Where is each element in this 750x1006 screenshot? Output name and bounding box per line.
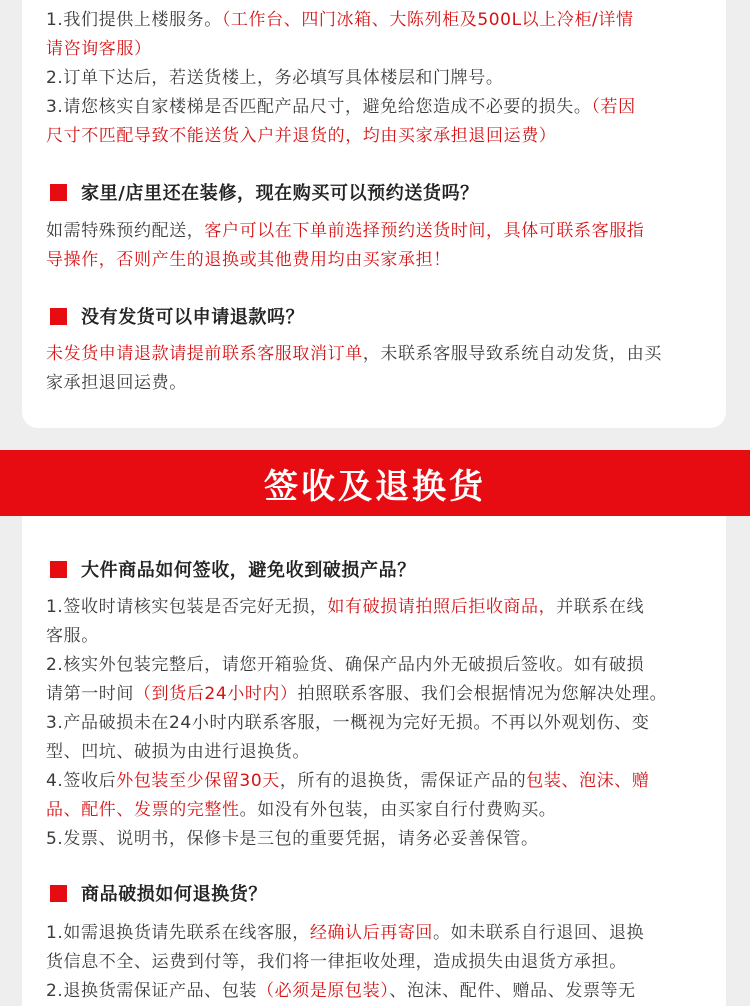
body-text: 2.核实外包装完整后，请您开箱验货、确保产品内外无破损后签收。如有破损	[46, 655, 645, 675]
faq-question-refund	[46, 301, 702, 331]
paragraph-line	[46, 35, 702, 64]
highlighted-text: 请咨询客服）	[46, 39, 152, 59]
receipt-return-card	[22, 516, 726, 1006]
body-text: 客服。	[46, 626, 99, 646]
highlighted-text: （若因	[591, 97, 636, 117]
faq-section-reservation	[46, 177, 702, 275]
paragraph-line	[46, 919, 702, 948]
paragraph-line	[46, 122, 702, 151]
body-text: 1.如需退换货请先联系在线客服，	[46, 923, 310, 943]
body-text: 1.签收时请核实包装是否完好无损，	[46, 597, 328, 617]
paragraph-line	[46, 6, 702, 35]
faq-answer-reservation	[46, 217, 702, 275]
faq-answer-signing	[46, 593, 702, 854]
body-text: 4.签收后	[46, 771, 117, 791]
red-square-marker-icon	[50, 885, 67, 902]
highlighted-text: （必须是原包装）	[257, 981, 390, 1001]
body-text: ，未联系客服导致系统自动发货，由买	[362, 344, 663, 364]
paragraph-line	[46, 738, 702, 767]
paragraph-line	[46, 825, 702, 854]
paragraph-line	[46, 64, 702, 93]
paragraph-line	[46, 340, 702, 369]
red-square-marker-icon	[50, 561, 67, 578]
highlighted-text: 客户可以在下单前选择预约送货时间，具体可联系客服指	[204, 221, 645, 241]
body-text: 并联系在线	[556, 597, 645, 617]
paragraph-line	[46, 948, 702, 977]
body-text: 型、凹坑、破损为由进行退换货。	[46, 742, 310, 762]
paragraph-line	[46, 651, 702, 680]
faq-question-title: 大件商品如何签收，避免收到破损产品？	[81, 560, 416, 581]
body-text: 货信息不全、运费到付等，我们将一律拒收处理，造成损失由退货方承担。	[46, 952, 627, 972]
paragraph-line	[46, 593, 702, 622]
body-text: ，所有的退换货，需保证产品的	[279, 771, 527, 791]
faq-answer-refund	[46, 340, 702, 398]
paragraph-line	[46, 977, 702, 1006]
paragraph-line	[46, 93, 702, 122]
delivery-info-card	[22, 0, 726, 428]
paragraph-line	[46, 767, 702, 796]
delivery-intro	[46, 6, 702, 151]
paragraph-line	[46, 369, 702, 398]
paragraph-line	[46, 796, 702, 825]
body-text: 请第一时间	[46, 684, 134, 704]
highlighted-text: 未发货申请退款请提前联系客服取消订单	[46, 344, 363, 364]
faq-answer-damage-return	[46, 919, 702, 1006]
faq-question-damage-return	[46, 878, 702, 908]
paragraph-line	[46, 680, 702, 709]
body-text: 3.产品破损未在24小时内联系客服，一概视为完好无损。不再以外观划伤、变	[46, 713, 650, 733]
body-text: 家承担退回运费。	[46, 373, 187, 393]
red-square-marker-icon	[50, 308, 67, 325]
paragraph-line	[46, 246, 702, 275]
body-text: 1.我们提供上楼服务。	[46, 10, 222, 30]
body-text: 拍照联系客服、我们会根据情况为您解决处理。	[297, 684, 668, 704]
highlighted-text: 包装、泡沫、赠	[526, 771, 650, 791]
paragraph-line	[46, 709, 702, 738]
faq-question-signing	[46, 554, 702, 584]
highlighted-text: 外包装至少保留30天	[116, 771, 280, 791]
red-square-marker-icon	[50, 184, 67, 201]
highlighted-text: 经确认后再寄回	[309, 923, 434, 943]
highlighted-text: （工作台、四门冰箱、大陈列柜及500L以上冷柜/详情	[221, 10, 634, 30]
faq-section-refund	[46, 301, 702, 398]
highlighted-text: 如有破损请拍照后拒收商品，	[327, 597, 557, 617]
faq-section-signing	[46, 554, 702, 854]
body-text: 。如没有外包装，由买家自行付费购买。	[239, 800, 557, 820]
body-text: 3.请您核实自家楼梯是否匹配产品尺寸，避免给您造成不必要的损失。	[46, 97, 592, 117]
paragraph-line	[46, 217, 702, 246]
highlighted-text: 品、配件、发票的完整性	[46, 800, 240, 820]
faq-question-title: 没有发货可以申请退款吗？	[81, 307, 305, 328]
paragraph-line	[46, 622, 702, 651]
body-text: 5.发票、说明书，保修卡是三包的重要凭据，请务必妥善保管。	[46, 829, 539, 849]
faq-section-damage-return	[46, 878, 702, 1006]
body-text: 如需特殊预约配送，	[46, 221, 205, 241]
section-banner	[0, 450, 750, 516]
section-banner-title: 签收及退换货	[264, 466, 486, 507]
faq-question-title: 商品破损如何退换货？	[81, 884, 267, 905]
highlighted-text: 导操作，否则产生的退换或其他费用均由买家承担！	[46, 250, 451, 270]
faq-question-title: 家里/店里还在装修，现在购买可以预约送货吗？	[81, 183, 479, 204]
body-text: 2.退换货需保证产品、包装	[46, 981, 258, 1001]
body-text: 。如未联系自行退回、退换	[433, 923, 645, 943]
body-text: 、泡沫、配件、赠品、发票等无	[389, 981, 636, 1001]
body-text: 2.订单下达后，若送货楼上，务必填写具体楼层和门牌号。	[46, 68, 504, 88]
highlighted-text: 尺寸不匹配导致不能送货入户并退货的，均由买家承担退回运费）	[46, 126, 557, 146]
highlighted-text: （到货后24小时内）	[134, 684, 298, 704]
faq-question-reservation	[46, 177, 702, 207]
